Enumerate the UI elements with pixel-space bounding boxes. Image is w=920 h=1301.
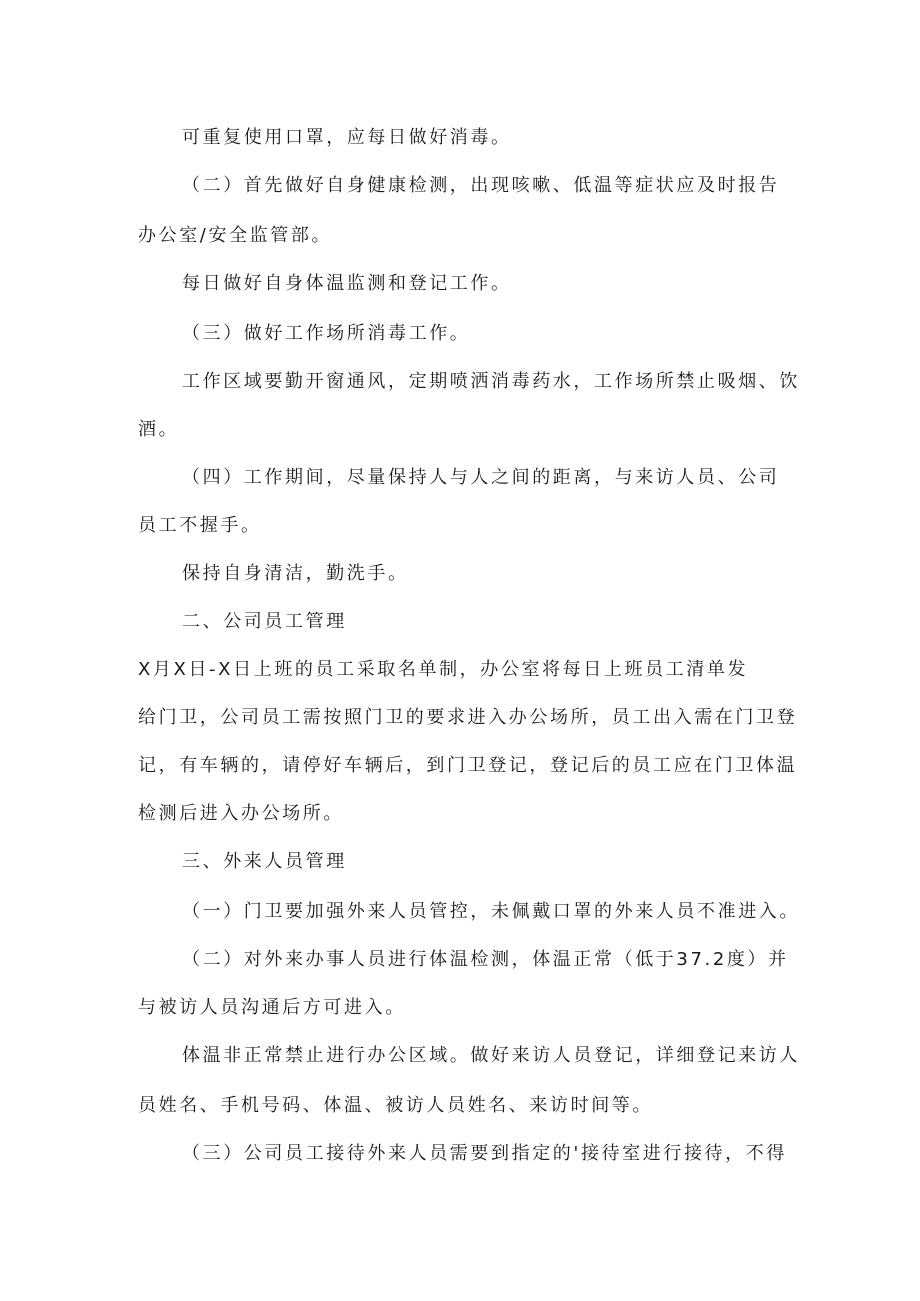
text-line: 可重复使用口罩，应每日做好消毒。 bbox=[182, 127, 512, 148]
section-heading: 三、外来人员管理 bbox=[182, 851, 347, 872]
text-line: （二）对外来办事人员进行体温检测，体温正常（低于37.2度）并 bbox=[182, 949, 789, 970]
text-line: 酒。 bbox=[138, 419, 180, 440]
text-line: （四）工作期间，尽量保持人与人之间的距离，与来访人员、公司 bbox=[182, 467, 780, 488]
text-line: 员姓名、手机号码、体温、被访人员姓名、来访时间等。 bbox=[138, 1095, 653, 1116]
text-line: （三）公司员工接待外来人员需要到指定的'接待室进行接待，不得 bbox=[182, 1143, 787, 1164]
text-line: 保持自身清洁，勤洗手。 bbox=[182, 563, 409, 584]
section-heading: 二、公司员工管理 bbox=[182, 611, 347, 632]
text-line: 办公室/安全监管部。 bbox=[138, 225, 333, 246]
text-line: X月X日-X日上班的员工采取名单制，办公室将每日上班员工清单发 bbox=[138, 659, 749, 680]
text-line: 与被访人员沟通后方可进入。 bbox=[138, 997, 406, 1018]
text-line: 员工不握手。 bbox=[138, 515, 262, 536]
text-line: 体温非正常禁止进行办公区域。做好来访人员登记，详细登记来访人 bbox=[182, 1045, 800, 1066]
text-line: 记，有车辆的，请停好车辆后，到门卫登记，登记后的员工应在门卫体温 bbox=[138, 755, 798, 776]
text-line: （二）首先做好自身健康检测，出现咳嗽、低温等症状应及时报告 bbox=[182, 175, 780, 196]
text-line: 工作区域要勤开窗通风，定期喷洒消毒药水，工作场所禁止吸烟、饮 bbox=[182, 371, 800, 392]
text-line: 给门卫，公司员工需按照门卫的要求进入办公场所，员工出入需在门卫登 bbox=[138, 707, 798, 728]
text-line: （三）做好工作场所消毒工作。 bbox=[182, 323, 471, 344]
text-line: （一）门卫要加强外来人员管控，未佩戴口罩的外来人员不准进入。 bbox=[182, 901, 800, 922]
text-line: 检测后进入办公场所。 bbox=[138, 803, 344, 824]
text-line: 每日做好自身体温监测和登记工作。 bbox=[182, 273, 512, 294]
